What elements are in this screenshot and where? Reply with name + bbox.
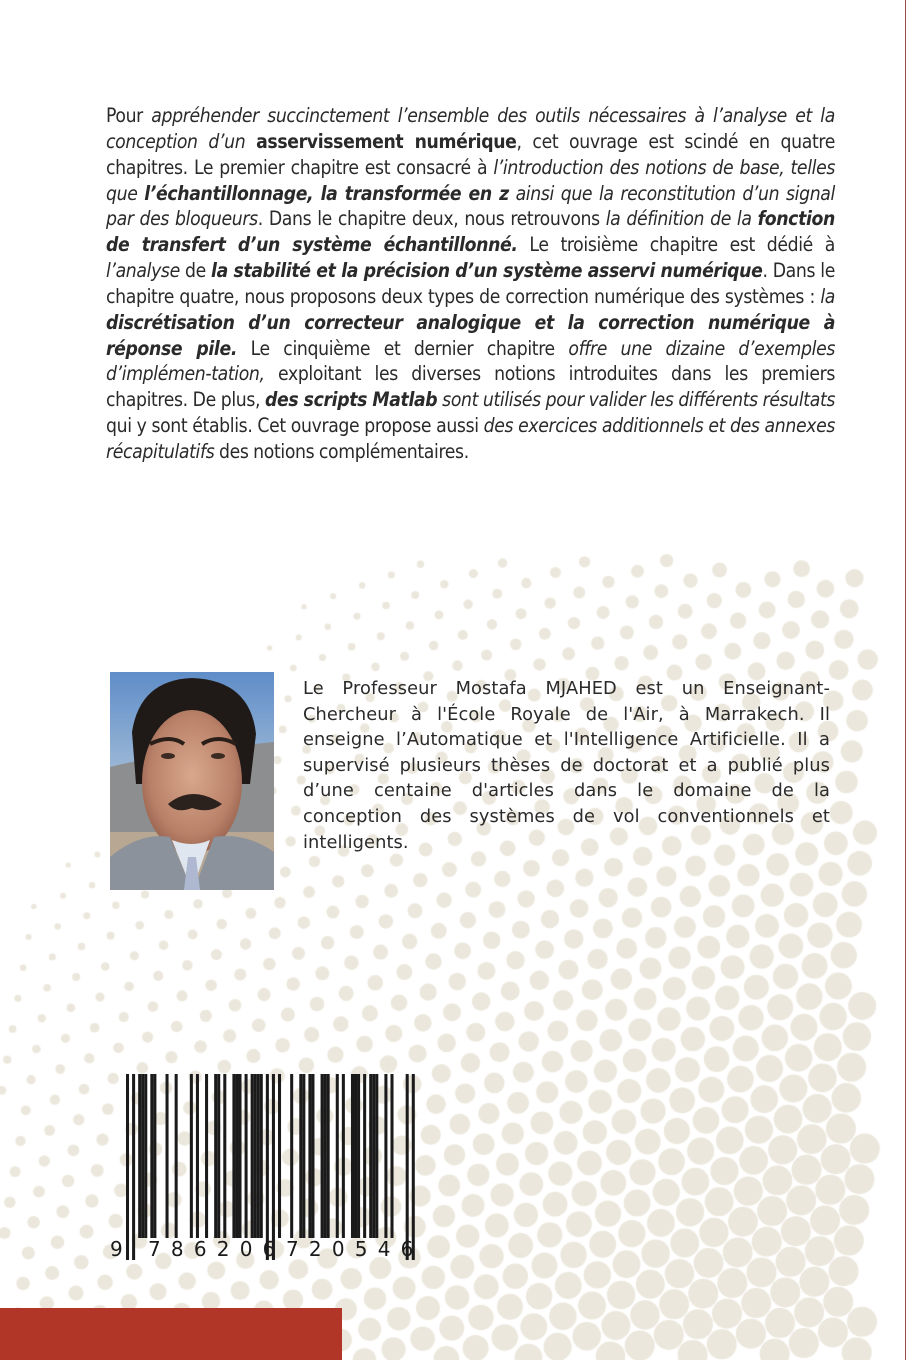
description-segment: des exercices additionnels et des annexes récapitulatifs [106,414,835,463]
barcode-bar [238,1074,241,1238]
barcode-bar [245,1074,248,1238]
barcode-bar [190,1074,193,1238]
barcode-bar [290,1074,293,1238]
description-segment: des scripts Matlab [265,388,438,412]
author-portrait-image [110,672,274,890]
barcode-bar [299,1074,302,1238]
barcode-bar [336,1074,339,1238]
barcode-bar [132,1074,135,1260]
barcode-bar [375,1074,378,1238]
description-segment: appréhender succinctement l’ensemble des outils nécessaires à l’analyse et la conception d’un [106,104,835,153]
description-segment: la définition de la [605,207,758,231]
barcode-bar [144,1074,147,1238]
description-segment: l’analyse [106,259,185,283]
description-segment: sont utilisés pour valider les différents résultats [437,388,836,412]
barcode-bar [126,1074,129,1260]
description-segment: l’introduction des notions de base, telles que [106,155,836,205]
description-segment: offre une dizaine d’exemples d’implémen-tation, [106,336,835,386]
barcode-bar [175,1074,178,1238]
description-segment: l’échantillonnage, la transformée en z [144,181,509,205]
barcode-bar [354,1074,357,1238]
barcode-bar [406,1074,409,1260]
description-segment: Le troisième chapitre est dédié à [517,233,835,257]
barcode-bar [278,1074,281,1238]
barcode-bar [302,1074,305,1238]
barcode-bar [257,1074,260,1238]
barcode-bar [327,1074,330,1238]
description-segment: de [185,259,212,283]
barcode-digits-left: 786206 [148,1237,286,1261]
barcode-bar [357,1074,360,1238]
barcode-bar [153,1074,156,1238]
barcode-bar [251,1074,254,1238]
description-segment: asservissement numérique [256,129,517,153]
barcode-bar [311,1074,314,1238]
barcode-bar [150,1074,153,1238]
description-segment: qui y sont établis. Cet ouvrage propose aussi [106,414,484,438]
red-accent-block [0,1308,342,1360]
barcode-bar [232,1074,235,1238]
barcode-digits-right: 720546 [286,1237,424,1261]
description-segment: Le cinquième et dernier chapitre [237,336,569,360]
barcode-bar [412,1074,415,1260]
barcode-bar [390,1074,393,1238]
barcode-bar [342,1074,345,1238]
author-bio: Le Professeur Mostafa MJAHED est un Enseignant-Chercheur à l'École Royale de l'Air, à Marrakech. Il enseigne l’Automatique et l'Intelligence Artificielle. Il a supervisé plusieurs thèses de doctorat et a publié plus d’une centaine d'articles dans le domaine de la conception des systèmes de vol conventionnels et intelligents. [303,678,830,853]
right-edge-line [905,0,906,1360]
barcode-bar [369,1074,372,1238]
barcode-bar [166,1074,169,1238]
barcode-bar [272,1074,275,1260]
barcode-bars [126,1074,415,1260]
barcode-bar [321,1074,324,1238]
description-segment: . Dans le chapitre deux, nous retrouvons [257,207,606,231]
author-photo [110,672,274,890]
description-segment: discrétisation d’un correcteur analogique et la correction numérique à réponse pile. [106,310,835,360]
barcode-bar [363,1074,366,1238]
description-segment: fonction de transfert d’un système échantillonné. [106,207,835,257]
description-segment: Pour [106,104,152,127]
barcode-bar [217,1074,220,1238]
barcode-bar [384,1074,387,1238]
barcode-bar [254,1074,257,1238]
description-segment: la stabilité et la précision d’un système asservi numérique [211,259,763,283]
barcode-bar [141,1074,144,1238]
barcode-bar [223,1074,226,1238]
barcode-bar [138,1074,141,1238]
description-segment: . Dans le chapitre quatre, nous proposons deux types de correction numérique des systèmes : [106,259,835,308]
barcode-bar [351,1074,354,1238]
description-segment: la [820,284,835,308]
barcode-bar [324,1074,327,1238]
barcode-bar [260,1074,263,1238]
description-segment: des notions complémentaires. [214,439,469,463]
barcode-bar [266,1074,269,1260]
book-description [106,103,835,465]
barcode-bar [308,1074,311,1238]
barcode-digit-prefix: 9 [110,1237,123,1261]
description-segment: , cet ouvrage est scindé en quatre chapitres. Le premier chapitre est consacré à [106,129,835,179]
barcode-bar [205,1074,208,1238]
isbn-barcode [108,1068,428,1268]
description-segment: exploitant les diverses notions introduites dans les premiers chapitres. De plus, [106,362,835,412]
description-segment: ainsi que la reconstitution d’un signal par des bloqueurs [106,181,835,231]
barcode-bar [196,1074,199,1238]
barcode-bar [372,1074,375,1238]
barcode-bar [214,1074,217,1238]
barcode-bar [235,1074,238,1238]
